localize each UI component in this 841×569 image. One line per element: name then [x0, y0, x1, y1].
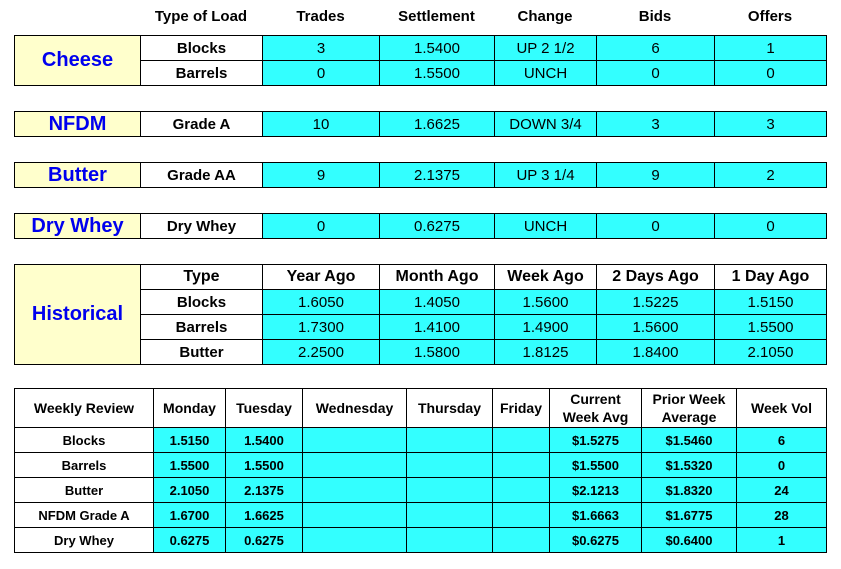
bids-cell: 0: [597, 214, 715, 239]
change-cell: UNCH: [495, 214, 597, 239]
header-monday: Monday: [154, 389, 226, 428]
table-row: [15, 503, 827, 528]
header-settlement: Settlement: [398, 8, 475, 25]
header-trades: Trades: [296, 8, 345, 25]
header-friday: Friday: [493, 389, 550, 428]
header-change: Change: [517, 8, 573, 25]
weekly-current-cell: $0.6275: [550, 528, 642, 553]
nfdm-label: NFDM: [15, 112, 141, 137]
weekly-name-cell: Barrels: [15, 453, 154, 478]
header-wednesday: Wednesday: [303, 389, 407, 428]
header-tuesday: Tuesday: [226, 389, 303, 428]
table-row: [15, 265, 827, 290]
offers-cell: 2: [715, 163, 827, 188]
load-type: Grade A: [141, 112, 263, 137]
bids-cell: 3: [597, 112, 715, 137]
table-row: [15, 478, 827, 503]
weekly-vol-cell: 24: [737, 478, 827, 503]
offers-cell: 1: [715, 36, 827, 61]
cheese-label: Cheese: [15, 36, 141, 86]
hist-value: 1.4100: [380, 315, 495, 340]
bids-cell: 0: [597, 61, 715, 86]
bids-cell: 9: [597, 163, 715, 188]
offers-cell: 3: [715, 112, 827, 137]
weekly-tuesday-cell: 1.5400: [226, 428, 303, 453]
weekly-wednesday-cell: [303, 453, 407, 478]
weekly-wednesday-cell: [303, 478, 407, 503]
weekly-friday-cell: [493, 428, 550, 453]
change-cell: UNCH: [495, 61, 597, 86]
hist-value: 1.5600: [495, 290, 597, 315]
change-cell: UP 2 1/2: [495, 36, 597, 61]
header-type-of-load: Type of Load: [154, 8, 248, 25]
hist-value: 1.5600: [597, 315, 715, 340]
header-week-vol: Week Vol: [737, 389, 827, 428]
butter-table: [14, 162, 827, 188]
table-row: [15, 428, 827, 453]
weekly-monday-cell: 2.1050: [154, 478, 226, 503]
hist-type: Butter: [141, 340, 263, 365]
bids-cell: 6: [597, 36, 715, 61]
weekly-thursday-cell: [407, 503, 493, 528]
hist-value: 1.6050: [263, 290, 380, 315]
weekly-prior-cell: $0.6400: [642, 528, 737, 553]
weekly-vol-cell: 28: [737, 503, 827, 528]
weekly-monday-cell: 1.5150: [154, 428, 226, 453]
weekly-prior-cell: $1.5460: [642, 428, 737, 453]
hist-value: 1.4050: [380, 290, 495, 315]
table-row: [15, 528, 827, 553]
weekly-tuesday-cell: 1.5500: [226, 453, 303, 478]
weekly-monday-cell: 1.5500: [154, 453, 226, 478]
change-cell: UP 3 1/4: [495, 163, 597, 188]
hist-value: 1.5500: [715, 315, 827, 340]
nfdm-table: [14, 111, 827, 137]
header-type: Type: [141, 265, 263, 290]
weekly-prior-cell: $1.8320: [642, 478, 737, 503]
weekly-vol-cell: 6: [737, 428, 827, 453]
trades-cell: 0: [263, 61, 380, 86]
hist-value: 2.1050: [715, 340, 827, 365]
weekly-wednesday-cell: [303, 428, 407, 453]
weekly-name-cell: Butter: [15, 478, 154, 503]
settlement-cell: 1.5400: [380, 36, 495, 61]
weekly-thursday-cell: [407, 453, 493, 478]
offers-cell: 0: [715, 61, 827, 86]
table-row: [15, 36, 827, 61]
load-type: Blocks: [141, 36, 263, 61]
weekly-monday-cell: 1.6700: [154, 503, 226, 528]
weekly-tuesday-cell: 2.1375: [226, 478, 303, 503]
trades-cell: 0: [263, 214, 380, 239]
offers-cell: 0: [715, 214, 827, 239]
dry-whey-table: [14, 213, 827, 239]
load-type: Dry Whey: [141, 214, 263, 239]
hist-value: 1.8125: [495, 340, 597, 365]
settlement-cell: 0.6275: [380, 214, 495, 239]
historical-table: [14, 264, 827, 365]
weekly-current-cell: $1.6663: [550, 503, 642, 528]
load-type: Grade AA: [141, 163, 263, 188]
header-thursday: Thursday: [407, 389, 493, 428]
weekly-vol-cell: 0: [737, 453, 827, 478]
weekly-vol-cell: 1: [737, 528, 827, 553]
weekly-prior-cell: $1.6775: [642, 503, 737, 528]
weekly-current-cell: $1.5275: [550, 428, 642, 453]
weekly-friday-cell: [493, 453, 550, 478]
trades-cell: 3: [263, 36, 380, 61]
header-weekly-review: Weekly Review: [15, 389, 154, 428]
header-bids: Bids: [638, 8, 672, 25]
header-current-line1: Current: [570, 391, 621, 407]
table-row: [15, 214, 827, 239]
trades-cell: 10: [263, 112, 380, 137]
butter-label: Butter: [15, 163, 141, 188]
header-offers: Offers: [747, 8, 793, 25]
table-row: [15, 389, 827, 428]
table-row: [15, 163, 827, 188]
load-type: Barrels: [141, 61, 263, 86]
weekly-current-cell: $2.1213: [550, 478, 642, 503]
weekly-monday-cell: 0.6275: [154, 528, 226, 553]
weekly-wednesday-cell: [303, 528, 407, 553]
header-month-ago: Month Ago: [380, 265, 495, 290]
weekly-wednesday-cell: [303, 503, 407, 528]
weekly-prior-cell: $1.5320: [642, 453, 737, 478]
header-current-line2: Week Avg: [562, 409, 629, 425]
cheese-table: [14, 35, 827, 86]
header-1-day-ago: 1 Day Ago: [715, 265, 827, 290]
hist-value: 2.2500: [263, 340, 380, 365]
dry-whey-label: Dry Whey: [15, 214, 141, 239]
table-row: [15, 112, 827, 137]
header-year-ago: Year Ago: [263, 265, 380, 290]
weekly-friday-cell: [493, 528, 550, 553]
trades-cell: 9: [263, 163, 380, 188]
hist-value: 1.7300: [263, 315, 380, 340]
weekly-name-cell: NFDM Grade A: [15, 503, 154, 528]
hist-value: 1.5150: [715, 290, 827, 315]
weekly-tuesday-cell: 1.6625: [226, 503, 303, 528]
hist-value: 1.5800: [380, 340, 495, 365]
hist-value: 1.4900: [495, 315, 597, 340]
hist-value: 1.5225: [597, 290, 715, 315]
header-prior-line1: Prior Week: [652, 391, 726, 407]
settlement-cell: 1.5500: [380, 61, 495, 86]
header-prior-week-average: [642, 389, 737, 428]
weekly-name-cell: Blocks: [15, 428, 154, 453]
hist-type: Barrels: [141, 315, 263, 340]
weekly-friday-cell: [493, 503, 550, 528]
header-prior-line2: Average: [661, 409, 717, 425]
settlement-cell: 1.6625: [380, 112, 495, 137]
weekly-friday-cell: [493, 478, 550, 503]
header-2-days-ago: 2 Days Ago: [597, 265, 715, 290]
weekly-thursday-cell: [407, 478, 493, 503]
hist-value: 1.8400: [597, 340, 715, 365]
settlement-cell: 2.1375: [380, 163, 495, 188]
weekly-thursday-cell: [407, 528, 493, 553]
table-row: [15, 453, 827, 478]
weekly-current-cell: $1.5500: [550, 453, 642, 478]
header-week-ago: Week Ago: [495, 265, 597, 290]
hist-type: Blocks: [141, 290, 263, 315]
weekly-review-table: [14, 388, 827, 553]
weekly-tuesday-cell: 0.6275: [226, 528, 303, 553]
change-cell: DOWN 3/4: [495, 112, 597, 137]
historical-label: Historical: [15, 265, 141, 365]
header-current-week-avg: [550, 389, 642, 428]
weekly-thursday-cell: [407, 428, 493, 453]
weekly-name-cell: Dry Whey: [15, 528, 154, 553]
